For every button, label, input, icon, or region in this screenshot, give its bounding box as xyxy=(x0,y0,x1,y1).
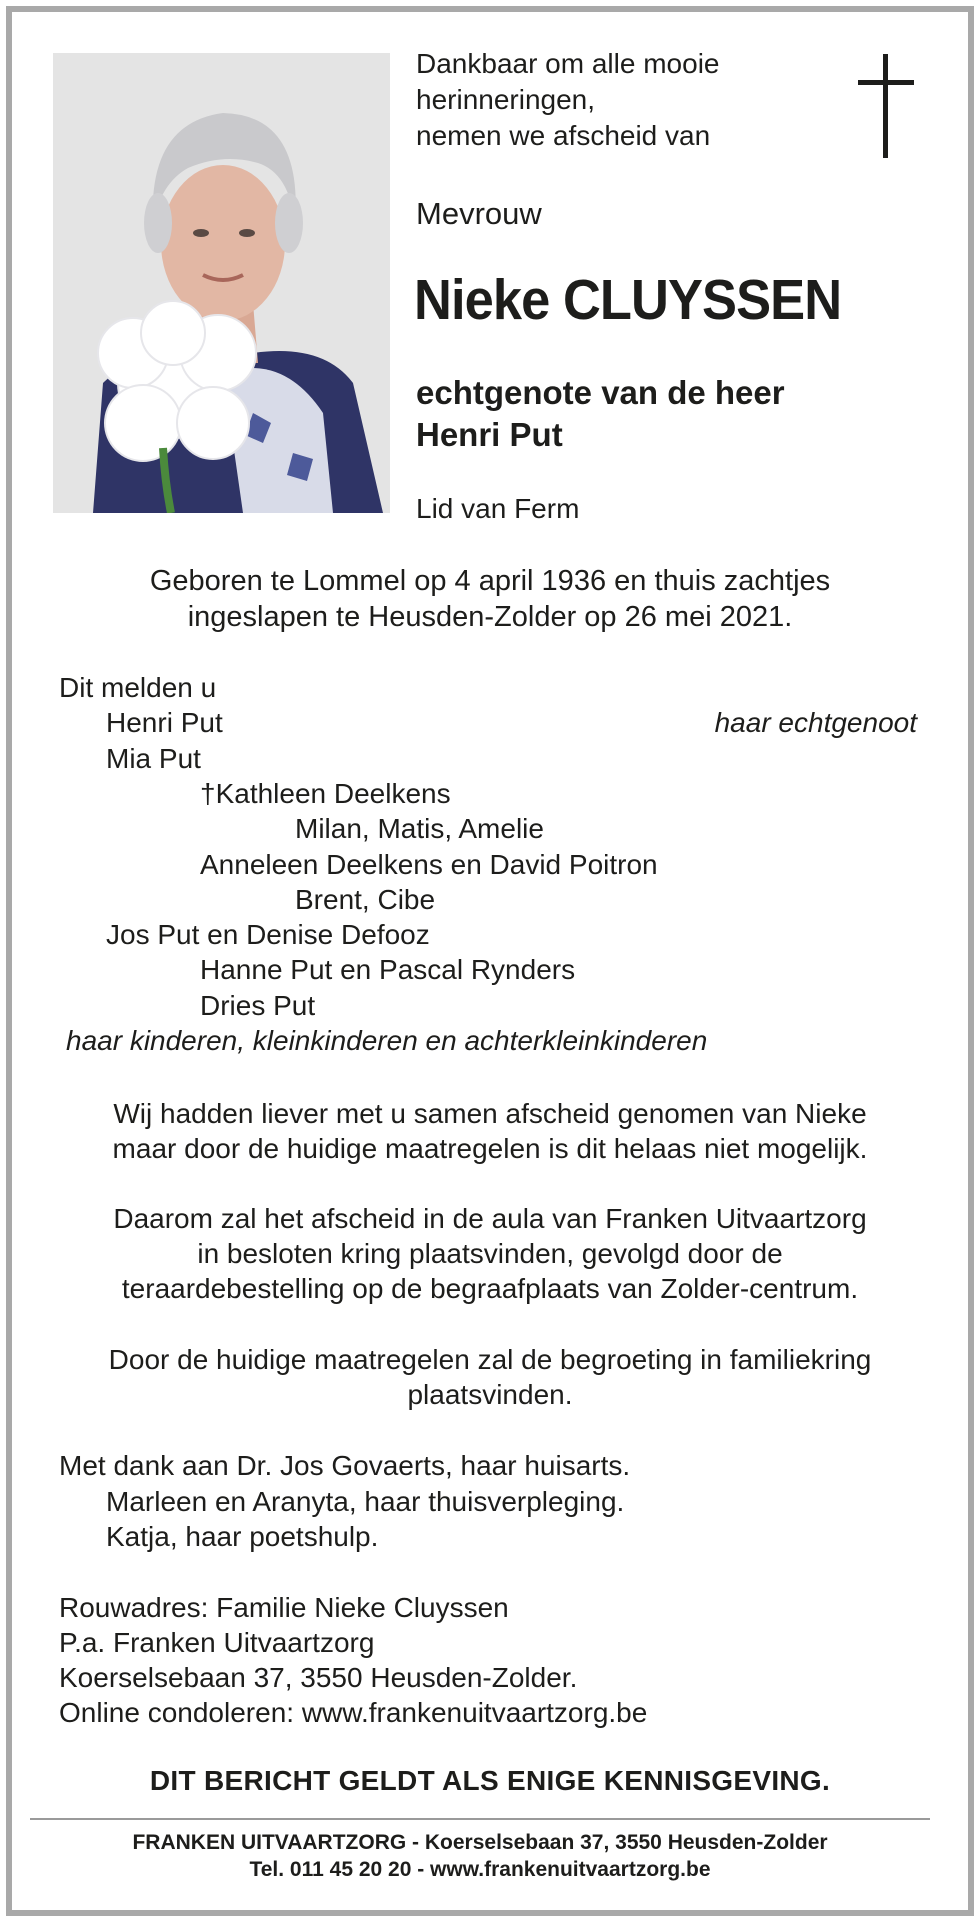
cross-icon xyxy=(858,54,914,158)
spouse-line: echtgenote van de heer xyxy=(416,374,785,411)
birth-death-info xyxy=(60,563,920,635)
message-line: Door de huidige maatregelen zal de begroeting in familiekring xyxy=(108,1344,872,1375)
intro-text xyxy=(416,46,720,154)
message-line: Daarom zal het afscheid in de aula van Franken Uitvaartzorg xyxy=(113,1203,867,1234)
thanks-line: Met dank aan Dr. Jos Govaerts, haar huisarts. xyxy=(59,1450,631,1481)
footer-line: FRANKEN UITVAARTZORG - Koerselsebaan 37, 3550 Heusden-Zolder xyxy=(132,1831,828,1854)
family-member: Mia Put xyxy=(106,743,201,774)
birth-line: Geboren te Lommel op 4 april 1936 en thuis zachtjes xyxy=(149,565,831,597)
thanks-line: Katja, haar poetshulp. xyxy=(106,1521,379,1552)
family-member: Milan, Matis, Amelie xyxy=(295,813,544,844)
address-line: Rouwadres: Familie Nieke Cluyssen xyxy=(59,1592,509,1623)
family-member: Henri Put xyxy=(106,707,223,738)
membership: Lid van Ferm xyxy=(416,493,580,524)
honorific: Mevrouw xyxy=(416,196,542,231)
divider xyxy=(30,1818,930,1820)
family-member: Brent, Cibe xyxy=(295,884,436,915)
message-paragraph xyxy=(60,1201,920,1306)
family-role: haar echtgenoot xyxy=(714,707,917,738)
family-member: †Kathleen Deelkens xyxy=(200,778,451,809)
message-paragraph xyxy=(60,1342,920,1412)
intro-line: nemen we afscheid van xyxy=(416,120,711,151)
notice-text: DIT BERICHT GELDT ALS ENIGE KENNISGEVING. xyxy=(149,1765,831,1796)
spouse-line: Henri Put xyxy=(416,416,563,453)
message-line: maar door de huidige maatregelen is dit helaas niet mogelijk. xyxy=(112,1133,868,1164)
message-paragraph xyxy=(60,1096,920,1166)
intro-line: herinneringen, xyxy=(416,84,596,115)
message-line: Wij hadden liever met u samen afscheid genomen van Nieke xyxy=(113,1098,867,1129)
intro-line: Dankbaar om alle mooie xyxy=(416,48,720,79)
family-member: Jos Put en Denise Defooz xyxy=(106,919,430,950)
message-line: plaatsvinden. xyxy=(407,1379,573,1410)
message-line: in besloten kring plaatsvinden, gevolgd door de xyxy=(197,1238,783,1269)
family-summary: haar kinderen, kleinkinderen en achterkleinkinderen xyxy=(66,1025,708,1056)
family-member: Dries Put xyxy=(200,990,316,1021)
portrait-photo xyxy=(53,53,390,513)
thanks-line: Marleen en Aranyta, haar thuisverpleging. xyxy=(106,1486,625,1517)
deceased-name: Nieke CLUYSSEN xyxy=(414,268,842,332)
family-header: Dit melden u xyxy=(59,672,217,703)
family-member: Hanne Put en Pascal Rynders xyxy=(200,954,576,985)
message-line: teraardebestelling op de begraafplaats van Zolder-centrum. xyxy=(121,1273,859,1304)
spouse-info xyxy=(416,372,785,456)
website-link[interactable]: Online condoleren: www.frankenuitvaartzorg.be xyxy=(59,1697,648,1728)
address-line: P.a. Franken Uitvaartzorg xyxy=(59,1627,375,1658)
address-line: Koerselsebaan 37, 3550 Heusden-Zolder. xyxy=(59,1662,578,1693)
footer-line: Tel. 011 45 20 20 - www.frankenuitvaartzorg.be xyxy=(249,1858,711,1881)
birth-line: ingeslapen te Heusden-Zolder op 26 mei 2021. xyxy=(187,601,793,633)
family-member: Anneleen Deelkens en David Poitron xyxy=(200,849,658,880)
